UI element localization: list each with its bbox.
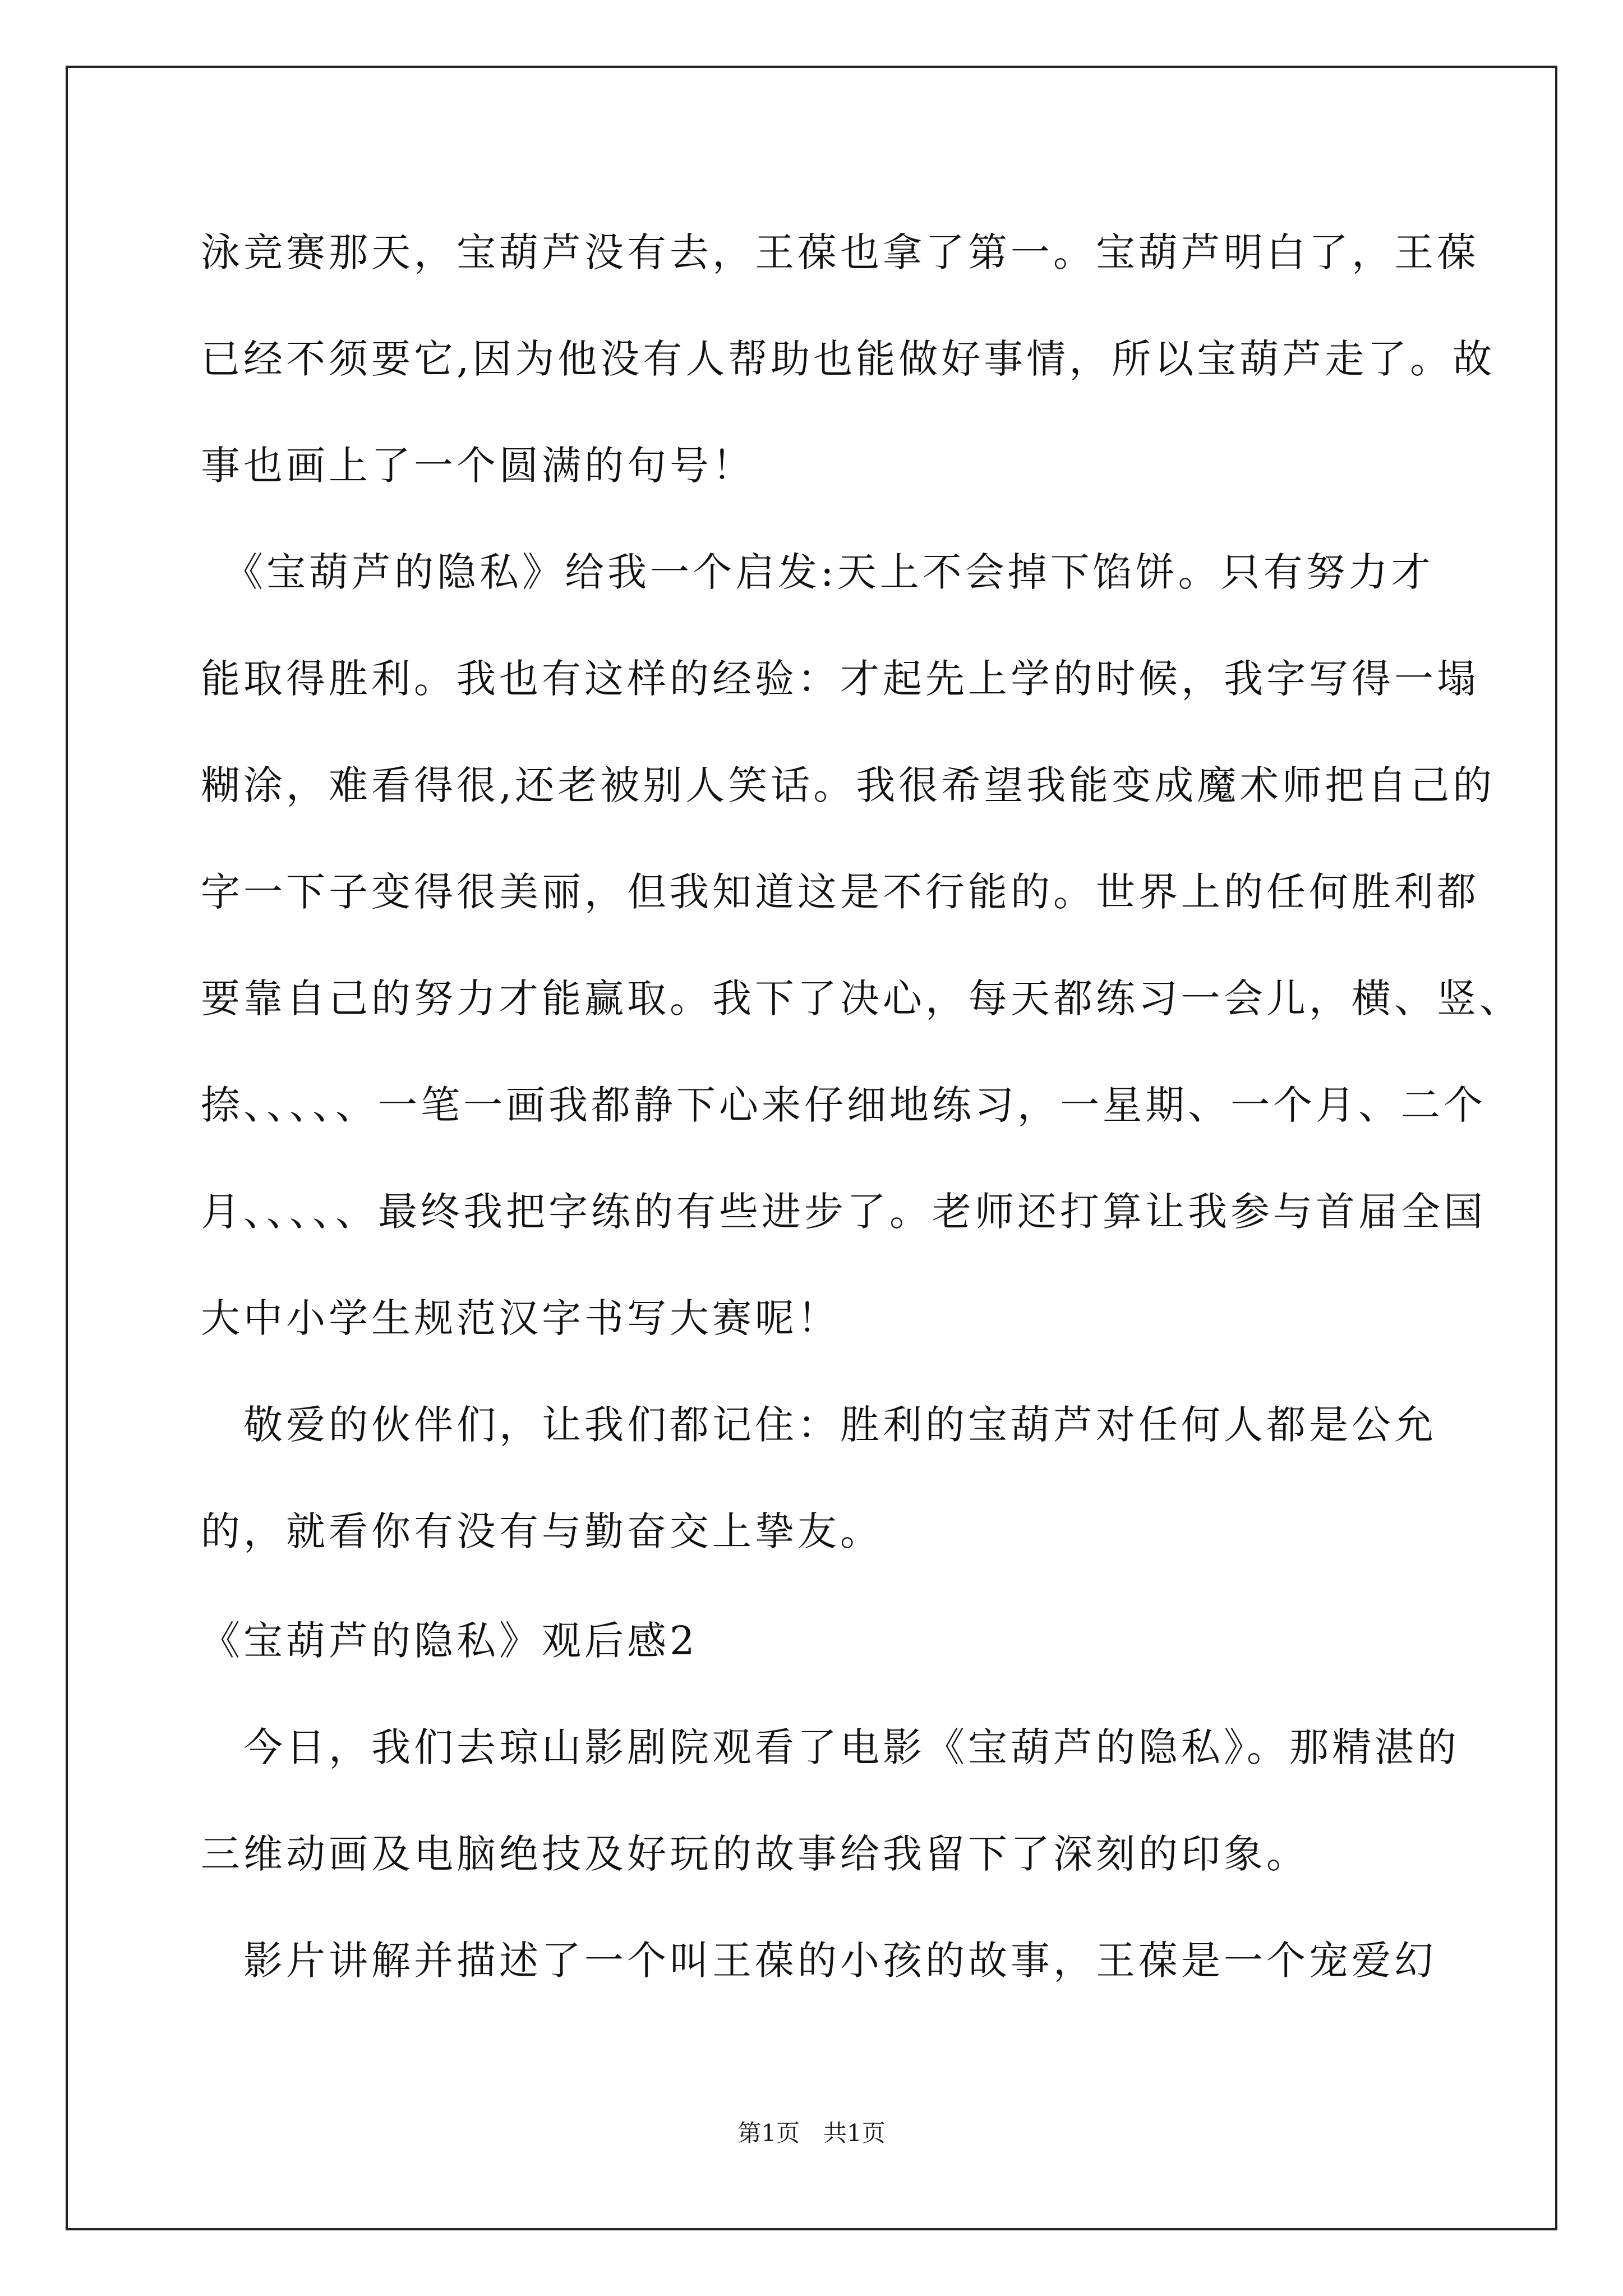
body-line: 今日，我们去琼山影剧院观看了电影《宝葫芦的隐私》。那精湛的 — [201, 1724, 1460, 1770]
body-line: 字一下子变得很美丽，但我知道这是不行能的。世界上的任何胜利都 — [201, 869, 1479, 915]
body-line: 要靠自己的努力才能赢取。我下了决心，每天都练习一会儿，横、竖、 — [201, 976, 1522, 1022]
body-line: 月、、、、、最终我把字练的有些进步了。老师还打算让我参与首届全国 — [201, 1189, 1486, 1235]
body-line: 敬爱的伙伴们，让我们都记住：胜利的宝葫芦对任何人都是公允 — [201, 1402, 1437, 1448]
body-line: 的，就看你有没有与勤奋交上挚友。 — [201, 1508, 883, 1554]
section-heading: 《宝葫芦的隐私》观后感2 — [201, 1618, 698, 1664]
body-line: 捺、、、、、一笔一画我都静下心来仔细地练习，一星期、一个月、二个 — [201, 1082, 1486, 1128]
body-line: 泳竞赛那天，宝葫芦没有去，王葆也拿了第一。宝葫芦明白了，王葆 — [201, 229, 1479, 275]
page-border — [66, 66, 1557, 2230]
body-line: 三维动画及电脑绝技及好玩的故事给我留下了深刻的印象。 — [201, 1831, 1309, 1877]
body-line: 能取得胜利。我也有这样的经验：才起先上学的时候，我字写得一塌 — [201, 656, 1479, 702]
page-footer: 第1页 共1页 — [737, 2119, 886, 2147]
body-line: 事也画上了一个圆满的句号！ — [201, 443, 755, 489]
body-line: 《宝葫芦的隐私》给我一个启发:天上不会掉下馅饼。只有努力才 — [201, 549, 1434, 595]
body-line: 已经不须要它,因为他没有人帮助也能做好事情，所以宝葫芦走了。故 — [201, 336, 1496, 382]
body-line: 影片讲解并描述了一个叫王葆的小孩的故事，王葆是一个宠爱幻 — [201, 1938, 1437, 1984]
body-line: 大中小学生规范汉字书写大赛呢！ — [201, 1295, 840, 1341]
body-line: 糊涂，难看得很,还老被别人笑话。我很希望我能变成魔术师把自己的 — [201, 762, 1496, 808]
